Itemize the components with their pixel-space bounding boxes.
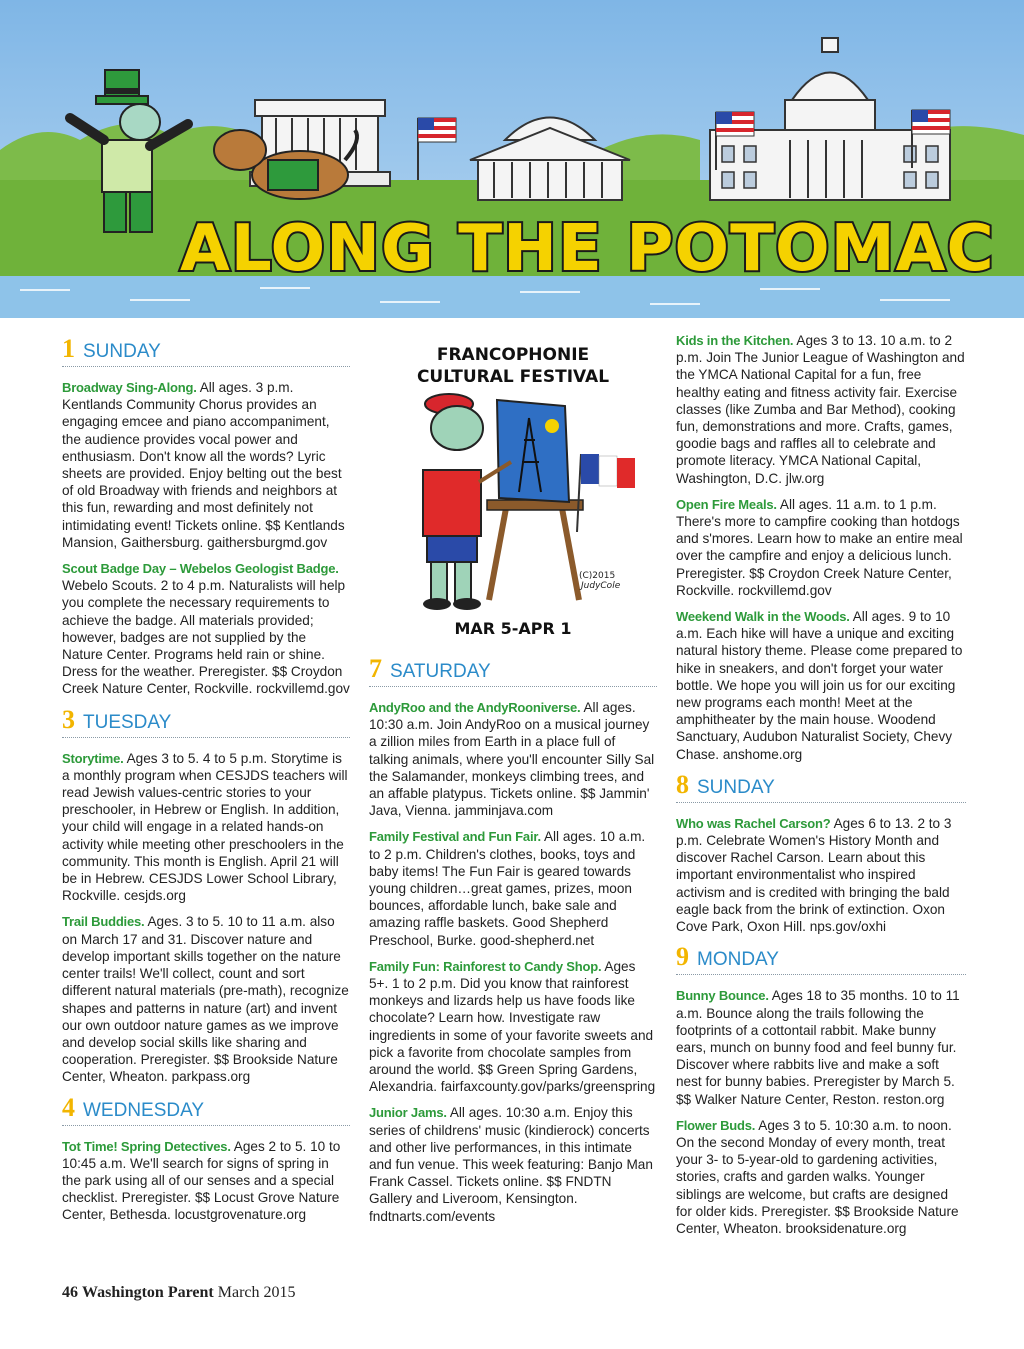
- issue-date: March 2015: [217, 1284, 296, 1301]
- illustration-credit-name: JudyCole: [581, 581, 621, 591]
- day-number: 3: [62, 704, 75, 734]
- column-right: [676, 332, 966, 1246]
- festival-title-line2: CULTURAL FESTIVAL: [416, 367, 610, 387]
- day-name: SATURDAY: [390, 661, 491, 682]
- event-description: All ages. 10 a.m. to 2 p.m. Children's clothes, books, toys and baby items! The Fun Fair is geared towards young children…great games, prizes, moon bounces, affordable lunch, bake sale and amazing raffle baskets. Good Shepherd Preschool, Burke. good-shepherd.net: [369, 829, 646, 948]
- event-listing: [62, 913, 350, 1085]
- column-middle: [369, 332, 657, 1234]
- event-listing: [369, 699, 657, 819]
- event-title: Junior Jams.: [369, 1105, 447, 1121]
- event-title: Trail Buddies.: [62, 914, 145, 930]
- event-title: Scout Badge Day – Webelos Geologist Badge.: [62, 561, 339, 577]
- event-title: Who was Rachel Carson?: [676, 815, 831, 831]
- event-description: Ages 18 to 35 months. 10 to 11 a.m. Bounce along the trails following the footprints of a cottontail rabbit. Make bunny ears, munch on bunny food and feel bunny fur. Discover where rabbits live and make a soft nest for bunny babies. Preregister by March 5. $$ Walker Nature Center, Reston. reston.org: [676, 988, 960, 1107]
- event-title: Storytime.: [62, 750, 124, 766]
- day-heading: [62, 704, 350, 738]
- day-heading: [676, 769, 966, 803]
- day-name: SUNDAY: [697, 776, 775, 798]
- event-listing: [676, 815, 966, 935]
- event-title: Broadway Sing-Along.: [62, 380, 197, 395]
- festival-title-line1: FRANCOPHONIE: [436, 345, 590, 365]
- event-title: Tot Time! Spring Detectives.: [62, 1138, 231, 1154]
- event-listing: [676, 496, 966, 599]
- festival-dates: MAR 5-APR 1: [454, 619, 572, 638]
- event-listing: [369, 1104, 657, 1224]
- day-number: 4: [62, 1092, 75, 1122]
- event-description: Ages 2 to 5. 10 to 10:45 a.m. We'll search for signs of spring in the park using all of our senses and a special checklist. Preregister. $$ Locust Grove Nature Center, Bethesda. locustgrovenature.org: [62, 1138, 341, 1223]
- day-number: 8: [676, 769, 689, 799]
- event-description: All ages. 10:30 a.m. Join AndyRoo on a musical journey a zillion miles from Earth in a place full of talking animals, where you'll encounter Silly Sal the Salamander, monkeys climbing trees, and an affable platypus. Tickets online. $$ Jammin' Java, Vienna. jamminjava.com: [369, 700, 655, 819]
- event-description: Ages 3 to 13. 10 a.m. to 2 p.m. Join The Junior League of Washington and the YMCA National Capital for a fun, free healthy eating and fitness activity fair. Exercise classes (like Zumba and Bar Method), cooking fun, demonstrations and more. Crafts, games, goodie bags and raffles all to celebrate and promote literacy. YMCA National Capital, Washington, D.C. jlw.org: [676, 333, 965, 486]
- event-listing: [62, 379, 350, 551]
- event-title: Family Fun: Rainforest to Candy Shop.: [369, 958, 602, 974]
- event-description: Ages 3 to 5. 4 to 5 p.m. Storytime is a monthly program when CESJDS teachers will read Jewish values-centric stories to your preschooler, in Hebrew or English. In addition, your child will engage in a related hands-on activity while meeting other preschoolers in the community. This month is English. April 21 will be in Hebrew. CESJDS Lower School Library, Rockville. cesjds.org: [62, 750, 348, 904]
- column-middle-events: [369, 656, 657, 1225]
- event-description: All ages. 9 to 10 a.m. Each hike will have a unique and exciting natural history theme. Please come prepared to hike in sneakers, and don't forget your water bottle. We hope you will join us for our exciting new programs each month! Meet at the amphitheater by the main house. Woodend Sanctuary, Audubon Naturalist Society, Chevy Chase. anshome.org: [676, 609, 963, 762]
- easel-drawing: [487, 400, 583, 600]
- event-listing: [62, 1138, 350, 1224]
- day-heading: [676, 944, 966, 975]
- event-description: All ages. 11 a.m. to 1 p.m. There's more to campfire cooking than hotdogs and s'mores. Learn how to make an entire meal over the campfire and enjoy a delicious lunch. Preregister. $$ Croydon Creek Nature Center, Rockville. rockvillemd.gov: [676, 496, 963, 598]
- day-heading: [62, 1092, 350, 1126]
- festival-illustration: [369, 332, 657, 652]
- illustration-credit-year: (C)2015: [579, 571, 616, 581]
- day-number: 7: [369, 654, 382, 683]
- event-listing: [676, 1117, 966, 1237]
- event-title: AndyRoo and the AndyRooniverse.: [369, 700, 581, 715]
- event-title: Open Fire Meals.: [676, 496, 777, 512]
- header-banner: [0, 0, 1024, 318]
- banner-illustration: [0, 0, 1024, 318]
- event-listing: [369, 958, 657, 1096]
- event-listing: [62, 750, 350, 905]
- event-description: Webelo Scouts. 2 to 4 p.m. Naturalists will help you complete the necessary requirements to achieve the badge. All materials provided; however, badges are not supplied by the Nature Center. Programs held rain or shine. Dress for the weather. Preregister. $$ Croydon Creek Nature Center, Rockville. rockvillemd.gov: [62, 578, 350, 697]
- event-title: Flower Buds.: [676, 1117, 756, 1133]
- day-number: 1: [62, 334, 75, 363]
- day-name: WEDNESDAY: [83, 1099, 205, 1121]
- event-title: Family Festival and Fun Fair.: [369, 829, 541, 845]
- event-listing: [62, 560, 350, 698]
- day-number: 9: [676, 942, 689, 972]
- french-flag-icon: [577, 454, 635, 532]
- day-name: TUESDAY: [83, 711, 172, 733]
- day-name: SUNDAY: [83, 341, 161, 362]
- event-description: All ages. 10:30 a.m. Enjoy this series of childrens' music (kindierock) concerts and other live performances, in this intimate and fun venue. This week featuring: Banjo Man Frank Cassel. Tickets online. $$ FNDTN Gallery and Liveroom, Kensington. fndtnarts.com/events: [369, 1105, 653, 1224]
- event-description: Ages 3 to 5. 10:30 a.m. to noon. On the second Monday of every month, treat your 3- to 5-year-old to gardening activities, stories, crafts and garden walks. Younger siblings are welcome, but crafts are designed for older kids. Preregister. $$ Brookside Nature Center, Wheaton. brooksidenature.org: [676, 1117, 959, 1236]
- event-description: All ages. 3 p.m. Kentlands Community Chorus provides an engaging emcee and piano accompaniment, the audience provides vocal power and enthusiasm. Don't know all the words? Lyric sheets are provided. Enjoy belting out the best of old Broadway with friends and neighbors at this fun, rewarding and most definitely not intimidating event! Tickets online. $$ Kentlands Mansion, Gaithersburg. gaithersburgmd.gov: [62, 380, 345, 550]
- banner-title: ALONG THE POTOMAC: [180, 211, 995, 286]
- event-listing: [676, 332, 966, 487]
- day-heading: [369, 656, 657, 687]
- day-name: MONDAY: [697, 949, 779, 971]
- event-description: Ages. 3 to 5. 10 to 11 a.m. also on March 17 and 31. Discover nature and develop important skills together on the nature center trails! We'll collect, count and sort different natural materials (pre-math), recognize shapes and patterns in nature (art) and invent our own outdoor nature games as we improve and develop social skills like sharing and cooperation. Preregister. $$ Brookside Nature Center, Wheaton. parkpass.org: [62, 914, 349, 1085]
- event-listing: [369, 828, 657, 948]
- event-description: Ages 6 to 13. 2 to 3 p.m. Celebrate Women's History Month and discover Rachel Carson. Learn about this important environmentalist who inspired activism and is credited with bringing the bald eagle back from the brink of extinction. Oxon Cove Park, Oxon Hill. nps.gov/oxhi: [676, 815, 952, 935]
- event-title: Bunny Bounce.: [676, 988, 769, 1004]
- column-left: [62, 332, 350, 1233]
- event-description: Ages 5+. 1 to 2 p.m. Did you know that rainforest monkeys and lizards help us have foods like chocolate? Learn how. Investigate raw ingredients in some of your favorite sweets and pick a favorite from chocolate samples from around the world. $$ Green Spring Gardens, Alexandria. fairfaxcounty.gov/parks/greenspring: [369, 958, 656, 1095]
- day-heading: [62, 336, 350, 367]
- event-listing: [676, 608, 966, 763]
- page-footer: [62, 1284, 296, 1302]
- event-listing: [676, 987, 966, 1107]
- event-title: Weekend Walk in the Woods.: [676, 609, 850, 625]
- page-number: 46: [62, 1284, 78, 1301]
- event-title: Kids in the Kitchen.: [676, 333, 794, 348]
- publication-name: Washington Parent: [82, 1284, 214, 1301]
